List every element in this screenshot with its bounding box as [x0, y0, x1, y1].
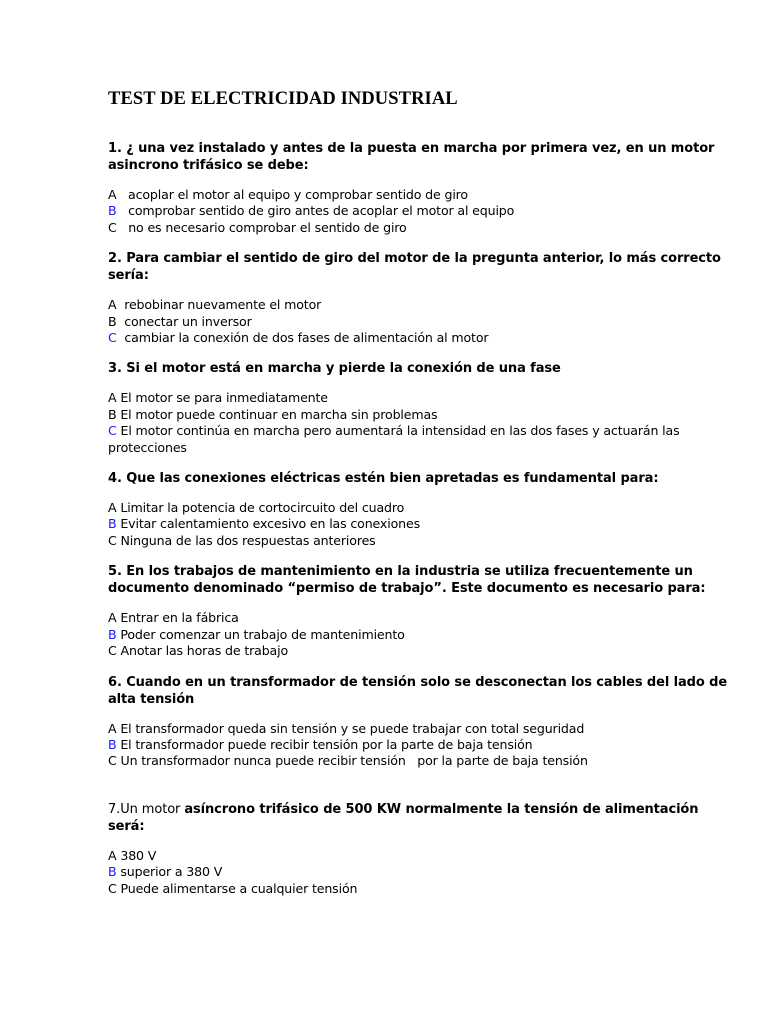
question-3-text: 3. Si el motor está en marcha y pierde la conexión de una fase [108, 361, 561, 377]
option-letter: C [108, 219, 117, 235]
question-5 [108, 563, 728, 659]
question-1 [108, 140, 728, 236]
question-5-options [108, 610, 728, 659]
question-7-options [108, 848, 728, 897]
option-text: superior a 380 V [120, 864, 223, 880]
option-letter: B [108, 406, 117, 422]
question-6-options [108, 721, 728, 770]
option-letter: B [108, 203, 117, 219]
option-letter: B [108, 313, 117, 329]
option-letter: B [108, 516, 117, 532]
option-letter: C [108, 643, 117, 659]
option-letter: A [108, 297, 117, 313]
question-5-text: 5. En los trabajos de mantenimiento en la industria se utiliza frecuentemente un documento denominado “permiso de trabajo”. Este documento es necesario para: [108, 564, 706, 597]
option-b [108, 516, 728, 532]
option-letter: B [108, 864, 117, 880]
option-text: El transformador queda sin tensión y se puede trabajar con total seguridad [120, 720, 585, 736]
option-text: rebobinar nuevamente el motor [124, 297, 322, 313]
option-text: Un transformador nunca puede recibir tensión por la parte de baja tensión [120, 753, 588, 769]
option-b [108, 203, 728, 219]
option-letter: B [108, 736, 117, 752]
option-letter: A [108, 500, 117, 516]
option-letter: A [108, 610, 117, 626]
option-text: cambiar la conexión de dos fases de alimentación al motor [124, 330, 489, 346]
option-letter: B [108, 626, 117, 642]
question-1-options [108, 187, 728, 236]
option-c [108, 753, 728, 769]
question-7-text [108, 801, 728, 835]
question-6-text: 6. Cuando en un transformador de tensión solo se desconectan los cables del lado de alta tensión [108, 674, 728, 707]
option-letter: A [108, 390, 117, 406]
option-b [108, 737, 728, 753]
option-text: Ninguna de las dos respuestas anteriores [120, 532, 376, 548]
option-letter: A [108, 187, 117, 202]
option-letter: C [108, 753, 117, 769]
question-2-options [108, 297, 728, 346]
option-a [108, 721, 728, 737]
question-1-text: 1. ¿ una vez instalado y antes de la puesta en marcha por primera vez, en un motor asincrono trifásico se debe: [108, 141, 715, 173]
option-c [108, 643, 728, 659]
question-7-prefix: 7.Un motor [108, 801, 185, 817]
option-c [108, 220, 728, 236]
option-letter: C [108, 330, 117, 346]
option-b [108, 864, 728, 880]
option-letter: C [108, 423, 117, 439]
option-text: Limitar la potencia de cortocircuito del cuadro [120, 500, 405, 516]
option-text: acoplar el motor al equipo y comprobar sentido de giro [128, 187, 468, 202]
option-text: Anotar las horas de trabajo [120, 643, 289, 659]
document-title: TEST DE ELECTRICIDAD INDUSTRIAL [108, 89, 458, 109]
option-letter: C [108, 532, 117, 548]
option-text: El motor se para inmediatamente [120, 390, 328, 406]
option-a [108, 610, 728, 626]
option-a [108, 848, 728, 864]
option-text: conectar un inversor [124, 313, 252, 329]
question-2 [108, 250, 728, 346]
option-text: Puede alimentarse a cualquier tensión [120, 880, 358, 896]
option-text: no es necesario comprobar el sentido de giro [128, 219, 407, 235]
option-text: El motor continúa en marcha pero aumentará la intensidad en las dos fases y actuarán las protecciones [108, 423, 680, 455]
option-text: Poder comenzar un trabajo de mantenimiento [120, 626, 405, 642]
option-a [108, 500, 728, 516]
option-c [108, 881, 728, 897]
option-a [108, 187, 728, 203]
option-c [108, 423, 728, 456]
option-b [108, 627, 728, 643]
option-c [108, 533, 728, 549]
question-3-options [108, 390, 728, 456]
option-text: El transformador puede recibir tensión por la parte de baja tensión [120, 736, 533, 752]
question-4 [108, 470, 728, 549]
option-text: 380 V [120, 847, 157, 863]
question-2-text: 2. Para cambiar el sentido de giro del motor de la pregunta anterior, lo más correcto sería: [108, 251, 721, 284]
option-text: El motor puede continuar en marcha sin problemas [120, 406, 438, 422]
option-letter: A [108, 720, 117, 736]
option-letter: C [108, 880, 117, 896]
option-a [108, 390, 728, 406]
question-7 [108, 801, 728, 897]
option-c [108, 330, 728, 346]
option-text: Evitar calentamiento excesivo en las conexiones [120, 516, 420, 532]
option-letter: A [108, 847, 117, 863]
question-4-options [108, 500, 728, 549]
option-text: Entrar en la fábrica [120, 610, 239, 626]
option-a [108, 297, 728, 313]
question-3 [108, 360, 728, 456]
option-text: comprobar sentido de giro antes de acoplar el motor al equipo [128, 203, 515, 219]
question-6 [108, 674, 728, 770]
option-b [108, 407, 728, 423]
option-b [108, 314, 728, 330]
question-7-body: asíncrono trifásico de 500 KW normalmente la tensión de alimentación será: [108, 801, 699, 834]
question-4-text: 4. Que las conexiones eléctricas estén bien apretadas es fundamental para: [108, 471, 659, 487]
